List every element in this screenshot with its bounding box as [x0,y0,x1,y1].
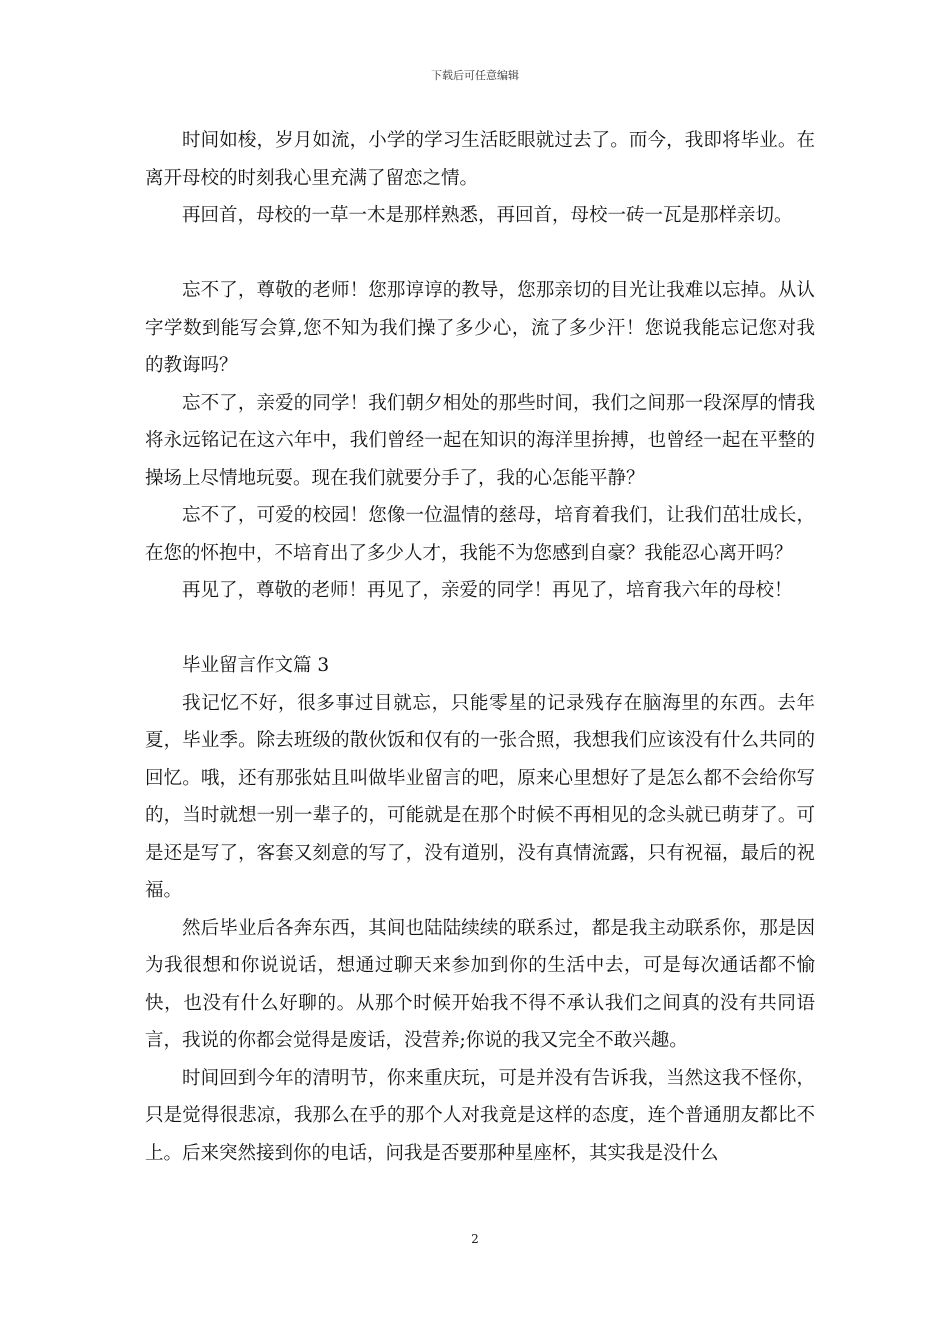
paragraph-gap [145,235,815,273]
paragraph: 忘不了，尊敬的老师！您那谆谆的教导，您那亲切的目光让我难以忘掉。从认字学数到能写会算,您不知为我们操了多少心，流了多少汗！您说我能忘记您对我的教诲吗？ [145,280,815,376]
paragraph: 再回首，母校的一草一木是那样熟悉，再回首，母校一砖一瓦是那样亲切。 [182,205,793,226]
paragraph: 然后毕业后各奔东西，其间也陆陆续续的联系过，都是我主动联系你，那是因为我很想和你说说话，想通过聊天来参加到你的生活中去，可是每次通话都不愉快，也没有什么好聊的。从那个时候开始我不得不承认我们之间真的没有共同语言，我说的你都会觉得是废话，没营养;你说的我又完全不敢兴趣。 [145,917,815,1051]
page-number: 2 [471,1232,479,1246]
paragraph: 时间如梭，岁月如流，小学的学习生活眨眼就过去了。而今，我即将毕业。在离开母校的时刻我心里充满了留恋之情。 [145,130,815,189]
paragraph: 我记忆不好，很多事过目就忘，只能零星的记录残存在脑海里的东西。去年夏，毕业季。除去班级的散伙饭和仅有的一张合照，我想我们应该没有什么共同的回忆。哦，还有那张姑且叫做毕业留言的吧，原来心里想好了是怎么都不会给你写的，当时就想一别一辈子的，可能就是在那个时候不再相见的念头就已萌芽了。可是还是写了，客套又刻意的写了，没有道别，没有真情流露，只有祝福，最后的祝福。 [145,692,815,901]
page-header: 下载后可任意编辑 [431,69,519,82]
document-body [145,122,815,1172]
paragraph: 再见了，尊敬的老师！再见了，亲爱的同学！再见了，培育我六年的母校！ [182,580,793,601]
paragraph: 时间回到今年的清明节，你来重庆玩，可是并没有告诉我，当然这我不怪你，只是觉得很悲凉，我那么在乎的那个人对我竟是这样的态度，连个普通朋友都比不上。后来突然接到你的电话，问我是否要那种星座杯，其实我是没什么 [145,1067,815,1164]
paragraph: 忘不了，可爱的校园！您像一位温情的慈母，培育着我们，让我们茁壮成长，在您的怀抱中，不培育出了多少人才，我能不为您感到自豪？我能忍心离开吗？ [145,505,815,564]
section-title: 毕业留言作文篇 3 [182,655,330,676]
paragraph-gap [145,610,815,648]
paragraph: 忘不了，亲爱的同学！我们朝夕相处的那些时间，我们之间那一段深厚的情我将永远铭记在这六年中，我们曾经一起在知识的海洋里拚搏，也曾经一起在平整的操场上尽情地玩耍。现在我们就要分手了，我的心怎能平静？ [145,392,815,489]
